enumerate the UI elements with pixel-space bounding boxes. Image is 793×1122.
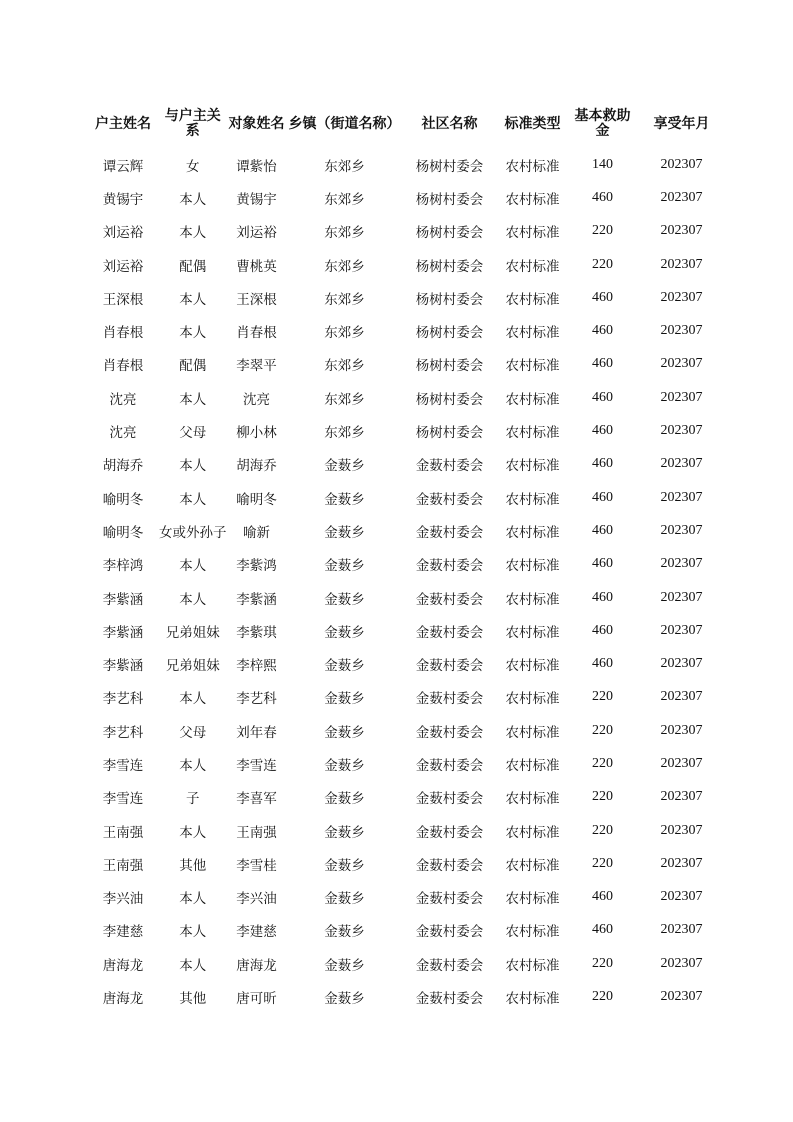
cell-recipient-name: 李艺科: [236, 691, 277, 708]
cell-basic-aid: 220: [592, 755, 613, 771]
cell-period: 202307: [660, 922, 703, 938]
cell-community: 金薮村委会: [415, 757, 484, 774]
cell-period: 202307: [660, 456, 703, 472]
cell-period: 202307: [660, 622, 703, 638]
header-community: 社区名称: [421, 115, 478, 132]
cell-community: 杨树村委会: [415, 325, 484, 342]
cell-standard-type: 农村标准: [505, 891, 560, 908]
cell-township: 金薮乡: [324, 524, 365, 541]
cell-basic-aid: 220: [592, 789, 613, 805]
cell-period: 202307: [660, 755, 703, 771]
cell-basic-aid: 460: [592, 589, 613, 605]
cell-basic-aid: 460: [592, 489, 613, 505]
cell-period: 202307: [660, 423, 703, 439]
cell-basic-aid: 220: [592, 722, 613, 738]
cell-basic-aid: 460: [592, 522, 613, 538]
cell-householder-name: 李雪连: [102, 757, 144, 774]
cell-period: 202307: [660, 955, 703, 971]
cell-period: 202307: [660, 289, 703, 305]
cell-community: 金薮村委会: [415, 924, 484, 941]
cell-standard-type: 农村标准: [505, 391, 560, 408]
cell-householder-name: 喻明冬: [102, 524, 144, 541]
cell-relation: 父母: [179, 724, 207, 741]
cell-basic-aid: 220: [592, 855, 613, 871]
table-row: [87, 681, 727, 714]
table-row: [87, 148, 727, 181]
cell-householder-name: 刘运裕: [102, 225, 144, 242]
cell-recipient-name: 唐海龙: [236, 957, 277, 974]
cell-basic-aid: 460: [592, 356, 613, 372]
cell-relation: 女或外孙子: [159, 524, 227, 541]
cell-community: 金薮村委会: [415, 957, 484, 974]
cell-community: 金薮村委会: [415, 891, 484, 908]
cell-relation: 子: [186, 791, 200, 808]
cell-basic-aid: 460: [592, 423, 613, 439]
table-row: [87, 881, 727, 914]
cell-relation: 配偶: [179, 258, 207, 275]
header-standard-type: 标准类型: [504, 115, 561, 132]
table-row: [87, 647, 727, 680]
table-row: [87, 448, 727, 481]
cell-relation: 女: [186, 158, 200, 175]
cell-basic-aid: 460: [592, 556, 613, 572]
cell-community: 金薮村委会: [415, 491, 484, 508]
table-row: [87, 181, 727, 214]
table-row: [87, 714, 727, 747]
cell-standard-type: 农村标准: [505, 258, 560, 275]
header-period: 享受年月: [653, 115, 710, 132]
cell-relation: 父母: [179, 425, 207, 442]
cell-relation: 兄弟姐妹: [165, 658, 220, 675]
cell-householder-name: 胡海乔: [102, 458, 144, 475]
cell-recipient-name: 李梓熙: [236, 658, 277, 675]
cell-community: 金薮村委会: [415, 857, 484, 874]
cell-basic-aid: 460: [592, 656, 613, 672]
cell-recipient-name: 胡海乔: [236, 458, 277, 475]
cell-relation: 本人: [179, 325, 207, 342]
table-row: [87, 548, 727, 581]
cell-standard-type: 农村标准: [505, 957, 560, 974]
cell-householder-name: 唐海龙: [102, 957, 144, 974]
cell-township: 金薮乡: [324, 458, 365, 475]
cell-householder-name: 李艺科: [102, 691, 144, 708]
cell-township: 金薮乡: [324, 857, 365, 874]
cell-community: 金薮村委会: [415, 458, 484, 475]
cell-relation: 其他: [179, 857, 207, 874]
cell-recipient-name: 王深根: [236, 291, 277, 308]
header-relation: 与户主关系: [164, 108, 221, 139]
cell-basic-aid: 220: [592, 256, 613, 272]
cell-standard-type: 农村标准: [505, 558, 560, 575]
table-row: [87, 248, 727, 281]
cell-period: 202307: [660, 589, 703, 605]
cell-period: 202307: [660, 223, 703, 239]
cell-recipient-name: 柳小林: [236, 425, 277, 442]
cell-basic-aid: 460: [592, 323, 613, 339]
cell-period: 202307: [660, 855, 703, 871]
cell-householder-name: 王深根: [102, 291, 144, 308]
cell-relation: 本人: [179, 491, 207, 508]
cell-township: 金薮乡: [324, 724, 365, 741]
cell-standard-type: 农村标准: [505, 857, 560, 874]
cell-township: 金薮乡: [324, 658, 365, 675]
cell-recipient-name: 刘运裕: [236, 225, 277, 242]
cell-township: 金薮乡: [324, 624, 365, 641]
cell-basic-aid: 460: [592, 889, 613, 905]
table-row: [87, 980, 727, 1013]
header-township: 乡镇（街道名称）: [288, 115, 401, 132]
cell-community: 金薮村委会: [415, 691, 484, 708]
cell-township: 金薮乡: [324, 924, 365, 941]
cell-standard-type: 农村标准: [505, 591, 560, 608]
table-row: [87, 814, 727, 847]
cell-relation: 本人: [179, 757, 207, 774]
cell-period: 202307: [660, 556, 703, 572]
cell-township: 金薮乡: [324, 591, 365, 608]
cell-basic-aid: 460: [592, 922, 613, 938]
cell-householder-name: 李梓鸿: [102, 558, 144, 575]
cell-standard-type: 农村标准: [505, 491, 560, 508]
table-row: [87, 914, 727, 947]
cell-community: 金薮村委会: [415, 624, 484, 641]
header-householder-name: 户主姓名: [95, 115, 151, 132]
cell-community: 杨树村委会: [415, 258, 484, 275]
table-row: [87, 581, 727, 614]
cell-period: 202307: [660, 889, 703, 905]
cell-householder-name: 肖春根: [102, 325, 144, 342]
cell-relation: 本人: [179, 924, 207, 941]
cell-standard-type: 农村标准: [505, 624, 560, 641]
cell-township: 东郊乡: [324, 358, 365, 375]
cell-period: 202307: [660, 789, 703, 805]
cell-householder-name: 唐海龙: [102, 991, 144, 1008]
cell-standard-type: 农村标准: [505, 158, 560, 175]
cell-township: 金薮乡: [324, 891, 365, 908]
cell-township: 金薮乡: [324, 558, 365, 575]
cell-basic-aid: 220: [592, 223, 613, 239]
cell-period: 202307: [660, 522, 703, 538]
relief-table: [87, 100, 727, 1014]
table-row: [87, 314, 727, 347]
cell-township: 金薮乡: [324, 757, 365, 774]
cell-township: 东郊乡: [324, 191, 365, 208]
cell-basic-aid: 460: [592, 456, 613, 472]
cell-basic-aid: 220: [592, 822, 613, 838]
cell-recipient-name: 李紫鸿: [236, 558, 277, 575]
cell-standard-type: 农村标准: [505, 757, 560, 774]
cell-relation: 本人: [179, 558, 207, 575]
cell-householder-name: 李紫涵: [102, 624, 144, 641]
cell-period: 202307: [660, 256, 703, 272]
table-row: [87, 348, 727, 381]
cell-recipient-name: 李兴油: [236, 891, 277, 908]
cell-recipient-name: 谭紫怡: [236, 158, 277, 175]
cell-householder-name: 王南强: [102, 857, 144, 874]
cell-relation: 配偶: [179, 358, 207, 375]
cell-recipient-name: 李喜军: [236, 791, 277, 808]
cell-householder-name: 李建慈: [102, 924, 144, 941]
cell-householder-name: 李雪连: [102, 791, 144, 808]
header-recipient-name: 对象姓名: [228, 115, 285, 132]
table-row: [87, 781, 727, 814]
cell-recipient-name: 李建慈: [236, 924, 277, 941]
cell-community: 金薮村委会: [415, 558, 484, 575]
cell-basic-aid: 220: [592, 689, 613, 705]
table-row: [87, 381, 727, 414]
cell-relation: 本人: [179, 458, 207, 475]
cell-recipient-name: 李紫涵: [236, 591, 277, 608]
cell-relation: 本人: [179, 291, 207, 308]
cell-recipient-name: 李雪连: [236, 757, 277, 774]
cell-community: 杨树村委会: [415, 358, 484, 375]
cell-community: 杨树村委会: [415, 425, 484, 442]
cell-standard-type: 农村标准: [505, 191, 560, 208]
cell-recipient-name: 肖春根: [236, 325, 277, 342]
cell-relation: 本人: [179, 824, 207, 841]
cell-householder-name: 王南强: [102, 824, 144, 841]
cell-period: 202307: [660, 189, 703, 205]
cell-standard-type: 农村标准: [505, 358, 560, 375]
cell-recipient-name: 唐可昕: [236, 991, 277, 1008]
cell-township: 金薮乡: [324, 491, 365, 508]
cell-householder-name: 李兴油: [102, 891, 144, 908]
cell-recipient-name: 曹桃英: [236, 258, 277, 275]
cell-period: 202307: [660, 689, 703, 705]
cell-relation: 本人: [179, 225, 207, 242]
cell-period: 202307: [660, 989, 703, 1005]
cell-standard-type: 农村标准: [505, 924, 560, 941]
cell-township: 东郊乡: [324, 425, 365, 442]
cell-period: 202307: [660, 722, 703, 738]
cell-householder-name: 李紫涵: [102, 591, 144, 608]
table-row: [87, 947, 727, 980]
cell-relation: 本人: [179, 391, 207, 408]
cell-standard-type: 农村标准: [505, 425, 560, 442]
cell-standard-type: 农村标准: [505, 325, 560, 342]
cell-recipient-name: 沈亮: [243, 391, 270, 408]
cell-community: 杨树村委会: [415, 191, 484, 208]
cell-community: 金薮村委会: [415, 724, 484, 741]
cell-relation: 本人: [179, 691, 207, 708]
cell-standard-type: 农村标准: [505, 658, 560, 675]
cell-township: 东郊乡: [324, 225, 365, 242]
table-row: [87, 215, 727, 248]
cell-community: 杨树村委会: [415, 158, 484, 175]
cell-community: 金薮村委会: [415, 591, 484, 608]
header-basic-aid: 基本救助金: [574, 108, 631, 139]
table-row: [87, 614, 727, 647]
cell-standard-type: 农村标准: [505, 691, 560, 708]
cell-basic-aid: 220: [592, 989, 613, 1005]
cell-standard-type: 农村标准: [505, 724, 560, 741]
cell-recipient-name: 黄锡宇: [236, 191, 277, 208]
cell-recipient-name: 刘年春: [236, 724, 277, 741]
cell-standard-type: 农村标准: [505, 458, 560, 475]
cell-standard-type: 农村标准: [505, 524, 560, 541]
table-row: [87, 747, 727, 780]
table-header-row: [87, 100, 727, 148]
cell-period: 202307: [660, 489, 703, 505]
cell-recipient-name: 喻明冬: [236, 491, 277, 508]
cell-householder-name: 沈亮: [109, 391, 137, 408]
cell-township: 东郊乡: [324, 325, 365, 342]
cell-basic-aid: 140: [592, 156, 613, 172]
cell-standard-type: 农村标准: [505, 991, 560, 1008]
cell-community: 金薮村委会: [415, 791, 484, 808]
cell-township: 东郊乡: [324, 291, 365, 308]
cell-township: 金薮乡: [324, 957, 365, 974]
cell-recipient-name: 喻新: [243, 524, 270, 541]
cell-relation: 本人: [179, 191, 207, 208]
cell-relation: 本人: [179, 957, 207, 974]
cell-community: 杨树村委会: [415, 291, 484, 308]
cell-standard-type: 农村标准: [505, 824, 560, 841]
cell-recipient-name: 李紫琪: [236, 624, 277, 641]
cell-standard-type: 农村标准: [505, 225, 560, 242]
cell-standard-type: 农村标准: [505, 291, 560, 308]
cell-householder-name: 肖春根: [102, 358, 144, 375]
cell-householder-name: 谭云辉: [102, 158, 144, 175]
cell-community: 杨树村委会: [415, 391, 484, 408]
cell-period: 202307: [660, 156, 703, 172]
cell-township: 东郊乡: [324, 391, 365, 408]
cell-householder-name: 沈亮: [109, 425, 137, 442]
table-row: [87, 281, 727, 314]
cell-period: 202307: [660, 822, 703, 838]
cell-householder-name: 李艺科: [102, 724, 144, 741]
cell-relation: 其他: [179, 991, 207, 1008]
cell-period: 202307: [660, 356, 703, 372]
cell-recipient-name: 李雪桂: [236, 857, 277, 874]
cell-householder-name: 刘运裕: [102, 258, 144, 275]
cell-recipient-name: 王南强: [236, 824, 277, 841]
cell-basic-aid: 220: [592, 955, 613, 971]
cell-township: 金薮乡: [324, 824, 365, 841]
cell-community: 金薮村委会: [415, 524, 484, 541]
cell-householder-name: 李紫涵: [102, 658, 144, 675]
cell-basic-aid: 460: [592, 389, 613, 405]
cell-period: 202307: [660, 389, 703, 405]
table-row: [87, 514, 727, 547]
table-row: [87, 481, 727, 514]
cell-community: 金薮村委会: [415, 824, 484, 841]
cell-householder-name: 黄锡宇: [102, 191, 144, 208]
cell-township: 东郊乡: [324, 258, 365, 275]
cell-relation: 本人: [179, 891, 207, 908]
cell-period: 202307: [660, 323, 703, 339]
cell-householder-name: 喻明冬: [102, 491, 144, 508]
cell-township: 金薮乡: [324, 791, 365, 808]
cell-township: 东郊乡: [324, 158, 365, 175]
cell-township: 金薮乡: [324, 691, 365, 708]
cell-period: 202307: [660, 656, 703, 672]
cell-township: 金薮乡: [324, 991, 365, 1008]
cell-community: 金薮村委会: [415, 658, 484, 675]
table-row: [87, 847, 727, 880]
cell-community: 金薮村委会: [415, 991, 484, 1008]
table-row: [87, 414, 727, 447]
table-body: [87, 148, 727, 1014]
cell-relation: 本人: [179, 591, 207, 608]
cell-community: 杨树村委会: [415, 225, 484, 242]
cell-basic-aid: 460: [592, 289, 613, 305]
cell-relation: 兄弟姐妹: [165, 624, 220, 641]
cell-standard-type: 农村标准: [505, 791, 560, 808]
cell-recipient-name: 李翠平: [236, 358, 277, 375]
cell-basic-aid: 460: [592, 622, 613, 638]
cell-basic-aid: 460: [592, 189, 613, 205]
